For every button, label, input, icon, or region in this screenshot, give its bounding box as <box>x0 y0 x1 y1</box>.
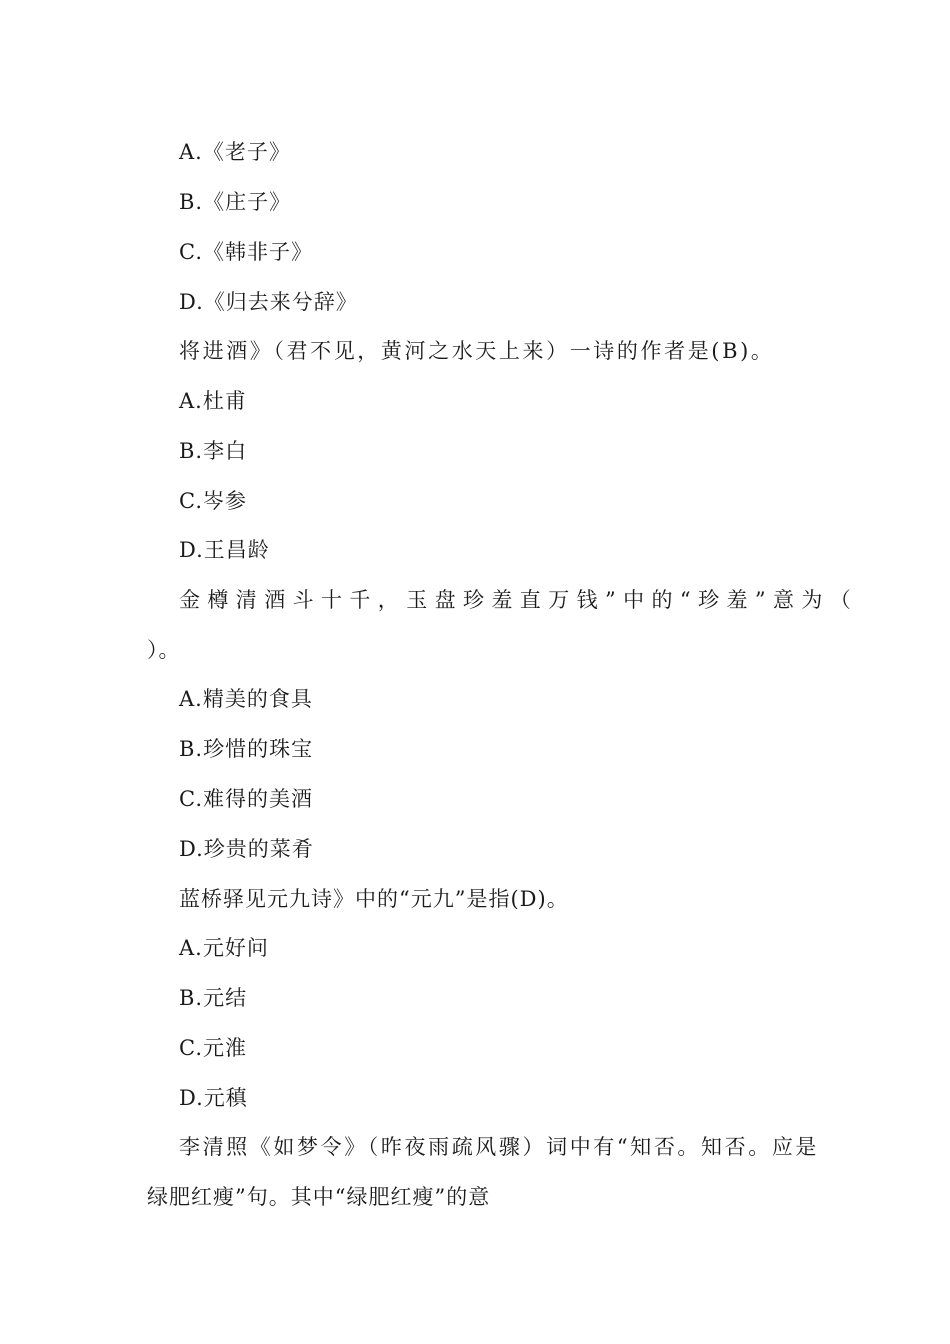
option-b: B.《庄子》 <box>179 190 292 214</box>
option-d: D.《归去来兮辞》 <box>179 290 358 314</box>
option-d: D.元稹 <box>179 1086 248 1110</box>
question-text-continued: ）。 <box>147 638 181 662</box>
option-c: C.难得的美酒 <box>179 787 313 811</box>
option-b: B.李白 <box>179 439 248 463</box>
option-a: A.《老子》 <box>179 140 291 164</box>
option-c: C.元淮 <box>179 1036 247 1060</box>
option-a: A.精美的食具 <box>179 687 313 711</box>
option-d: D.珍贵的菜肴 <box>179 837 314 861</box>
option-a: A.元好问 <box>179 936 269 960</box>
option-b: B.元结 <box>179 986 248 1010</box>
question-text-continued: 绿肥红瘦”句。其中“绿肥红瘦”的意 <box>147 1185 491 1209</box>
option-b: B.珍惜的珠宝 <box>179 737 314 761</box>
question-text: 将进酒》（君不见，黄河之水天上来）一诗的作者是(B)。 <box>179 339 775 363</box>
question-text: 李清照《如梦令》（昨夜雨疏风骤）词中有“知否。知否。应是 <box>179 1135 820 1159</box>
option-c: C.岑参 <box>179 489 247 513</box>
question-text: 金樽清酒斗十千，玉盘珍羞直万钱”中的“珍羞”意为（ <box>179 588 859 612</box>
option-d: D.王昌龄 <box>179 538 270 562</box>
question-text: 蓝桥驿见元九诗》中的“元九”是指(D)。 <box>179 887 569 911</box>
option-a: A.杜甫 <box>179 389 247 413</box>
option-c: C.《韩非子》 <box>179 240 313 264</box>
